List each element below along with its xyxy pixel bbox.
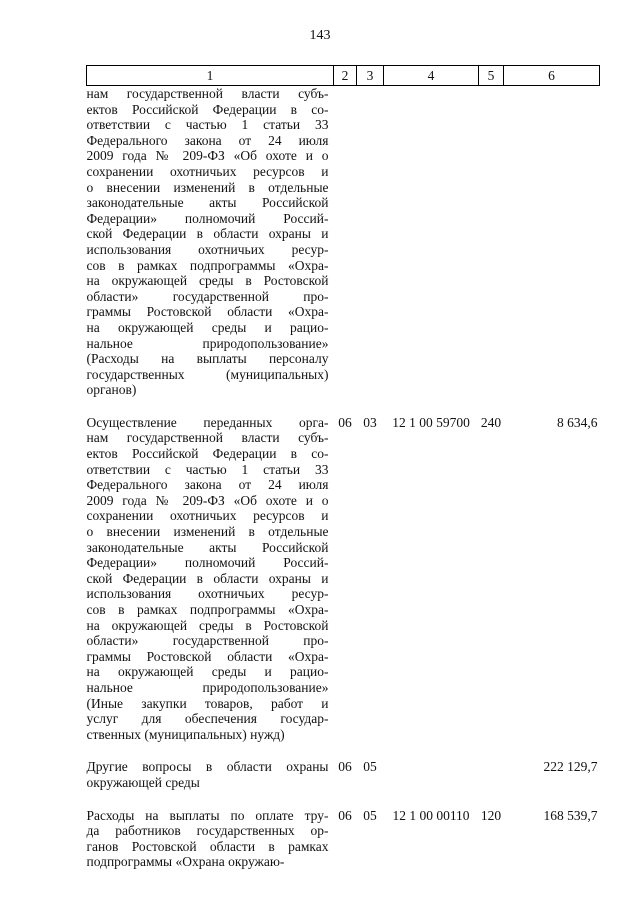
- section-code: 06: [338, 414, 352, 430]
- subsection-code: 05: [363, 807, 377, 823]
- description-line: сов в рамках подпрограммы «Охра-: [86, 257, 329, 273]
- description-line: сохранении охотничьих ресурсов и: [86, 508, 329, 524]
- amount: [504, 86, 600, 415]
- table-row: [87, 86, 600, 415]
- description-line: области» государственной про-: [86, 288, 329, 304]
- description-line: о внесении изменений в отдельные: [86, 179, 329, 195]
- table-row: [87, 415, 600, 759]
- description-line: законодательные акты Российской: [86, 195, 329, 211]
- description-line: услуг для обеспечения государ-: [86, 711, 329, 727]
- description-line: да работников государственных ор-: [86, 823, 329, 839]
- column-header: 3: [357, 66, 384, 86]
- row-description: [87, 86, 334, 415]
- column-header: 5: [479, 66, 504, 86]
- description-line: на окружающей среды в Ростовской: [86, 273, 329, 289]
- page-number: 143: [309, 28, 331, 43]
- description-line: граммы Ростовской области «Охра-: [86, 304, 329, 320]
- description-line: ганов Ростовской области в рамках: [86, 838, 329, 854]
- description-line: использования охотничьих ресур-: [86, 586, 329, 602]
- description-line: о внесении изменений в отдельные: [86, 524, 329, 540]
- amount: 222 129,7: [543, 759, 598, 775]
- description-line: (Расходы на выплаты персоналу: [86, 351, 329, 367]
- description-line: Осуществление переданных орга-: [86, 414, 329, 430]
- description-line: нальное природопользование»: [86, 335, 329, 351]
- row-description: [87, 759, 334, 807]
- expense-type-code: 120: [480, 807, 502, 823]
- table-row: [87, 759, 600, 807]
- table-row: [87, 808, 600, 870]
- target-article-code: 12 1 00 59700: [392, 414, 470, 430]
- description-line: Другие вопросы в области охраны: [86, 759, 329, 775]
- description-line: 2009 года № 209-ФЗ «Об охоте и о: [86, 148, 329, 164]
- target-article-code: [384, 759, 479, 807]
- description-line: (Иные закупки товаров, работ и: [86, 695, 329, 711]
- description-line: Федерального закона от 24 июля: [86, 477, 329, 493]
- column-header: 6: [504, 66, 600, 86]
- description-line: нам государственной власти субъ-: [86, 430, 329, 446]
- description-line: ской Федерации в области охраны и: [86, 570, 329, 586]
- subsection-code: 03: [363, 414, 377, 430]
- expense-type-code: [479, 759, 504, 807]
- target-article-code: 12 1 00 00110: [392, 807, 470, 823]
- column-header: 1: [87, 66, 334, 86]
- section-code: 06: [338, 807, 352, 823]
- description-line: Федерации» полномочий Россий-: [86, 555, 329, 571]
- description-line: ской Федерации в области охраны и: [86, 226, 329, 242]
- description-line: Федерального закона от 24 июля: [86, 132, 329, 148]
- description-line: Расходы на выплаты по оплате тру-: [86, 807, 329, 823]
- description-line: 2009 года № 209-ФЗ «Об охоте и о: [86, 492, 329, 508]
- section-code: 06: [338, 759, 352, 775]
- table-header-row: [87, 66, 600, 86]
- expense-type-code: 240: [480, 414, 502, 430]
- description-line: ственных (муниципальных) нужд): [86, 726, 285, 742]
- section-code: [334, 86, 357, 415]
- description-line: ектов Российской Федерации в со-: [86, 446, 329, 462]
- description-line: ответствии с частью 1 статьи 33: [86, 117, 329, 133]
- description-line: подпрограммы «Охрана окружаю-: [86, 854, 285, 870]
- description-line: на окружающей среды в Ростовской: [86, 617, 329, 633]
- description-line: сохранении охотничьих ресурсов и: [86, 163, 329, 179]
- description-line: сов в рамках подпрограммы «Охра-: [86, 602, 329, 617]
- description-line: на окружающей среды и рацио-: [86, 664, 329, 680]
- description-line: нальное природопользование»: [86, 679, 329, 695]
- amount: 8 634,6: [557, 414, 598, 430]
- description-line: нам государственной власти субъ-: [86, 86, 329, 101]
- column-header: 2: [334, 66, 357, 86]
- description-line: области» государственной про-: [86, 633, 329, 649]
- description-line: окружающей среды: [86, 774, 200, 790]
- description-line: органов): [86, 382, 137, 398]
- description-line: на окружающей среды и рацио-: [86, 319, 329, 335]
- description-line: использования охотничьих ресур-: [86, 241, 329, 257]
- subsection-code: 05: [363, 759, 377, 775]
- row-description: [87, 415, 334, 759]
- subsection-code: [357, 86, 384, 415]
- description-line: ответствии с частью 1 статьи 33: [86, 461, 329, 477]
- description-line: ектов Российской Федерации в со-: [86, 101, 329, 117]
- amount: 168 539,7: [543, 807, 598, 823]
- target-article-code: [384, 86, 479, 415]
- column-header: 4: [384, 66, 479, 86]
- expense-type-code: [479, 86, 504, 415]
- description-line: законодательные акты Российской: [86, 539, 329, 555]
- description-line: государственных (муниципальных): [86, 366, 329, 382]
- description-line: Федерации» полномочий Россий-: [86, 210, 329, 226]
- row-description: [87, 808, 334, 870]
- budget-table: [86, 65, 600, 870]
- description-line: граммы Ростовской области «Охра-: [86, 648, 329, 664]
